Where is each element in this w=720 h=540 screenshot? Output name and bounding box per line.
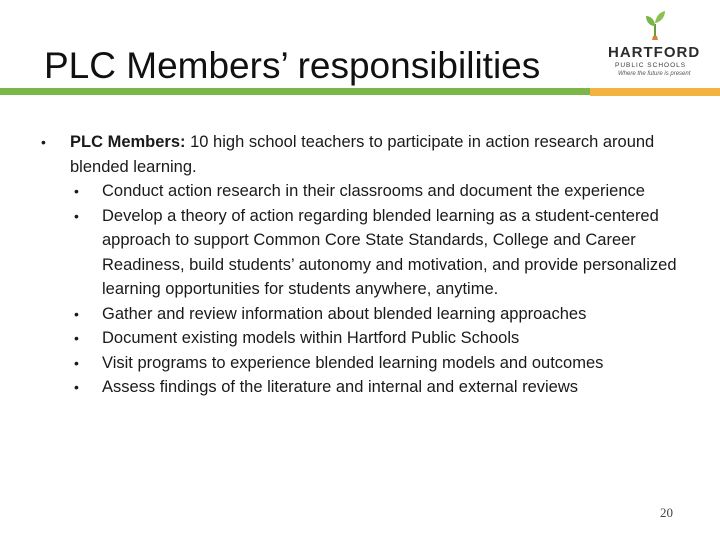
bullet-list bbox=[30, 130, 680, 400]
sprout-icon bbox=[643, 10, 667, 40]
sub-bullet-text: Assess findings of the literature and internal and external reviews bbox=[102, 378, 579, 396]
sub-bullet-text: Conduct action research in their classrooms and document the experience bbox=[102, 182, 645, 200]
bullet-glyph: • bbox=[74, 207, 79, 224]
sub-bullet-item bbox=[30, 204, 680, 302]
bullet-glyph: • bbox=[41, 134, 46, 150]
bullet-glyph: • bbox=[74, 305, 79, 322]
bullet-glyph: • bbox=[74, 354, 79, 371]
slide-body bbox=[30, 130, 680, 400]
sub-bullet-item bbox=[30, 179, 680, 204]
bullet-text: 10 high school teachers to participate in action research around blended learning. bbox=[70, 133, 655, 176]
sub-bullet-item bbox=[30, 375, 680, 400]
sub-bullet-item bbox=[30, 302, 680, 327]
logo-subtitle: PUBLIC SCHOOLS bbox=[615, 62, 687, 69]
bullet-item bbox=[30, 130, 680, 179]
sub-bullet-item bbox=[30, 326, 680, 351]
bullet-glyph: • bbox=[74, 379, 79, 395]
logo-tagline: Where the future is present bbox=[618, 71, 691, 77]
slide-title: PLC Members’ responsibilities bbox=[44, 45, 541, 86]
sub-bullet-item bbox=[30, 351, 680, 376]
sub-bullet-text: Document existing models within Hartford Public Schools bbox=[102, 329, 520, 347]
bullet-glyph: • bbox=[74, 330, 79, 346]
sub-bullet-text: Gather and review information about blended learning approaches bbox=[102, 304, 587, 323]
bullet-glyph: • bbox=[74, 183, 79, 199]
sub-bullet-text: Develop a theory of action regarding blended learning as a student-centered approach to support Common Core State Standards, College and Career Readiness, build students’ autonomy and motivation, and provide personalized learning opportunities for students anywhere, anytime. bbox=[102, 206, 677, 298]
page-number: 20 bbox=[660, 505, 673, 520]
logo-wordmark: HARTFORD bbox=[608, 44, 701, 61]
sub-bullet-text: Visit programs to experience blended learning models and outcomes bbox=[102, 353, 604, 372]
bullet-lead: PLC Members: bbox=[70, 133, 186, 151]
title-rule-green bbox=[0, 88, 590, 95]
title-rule-orange bbox=[590, 88, 720, 96]
hartford-logo bbox=[603, 10, 715, 86]
